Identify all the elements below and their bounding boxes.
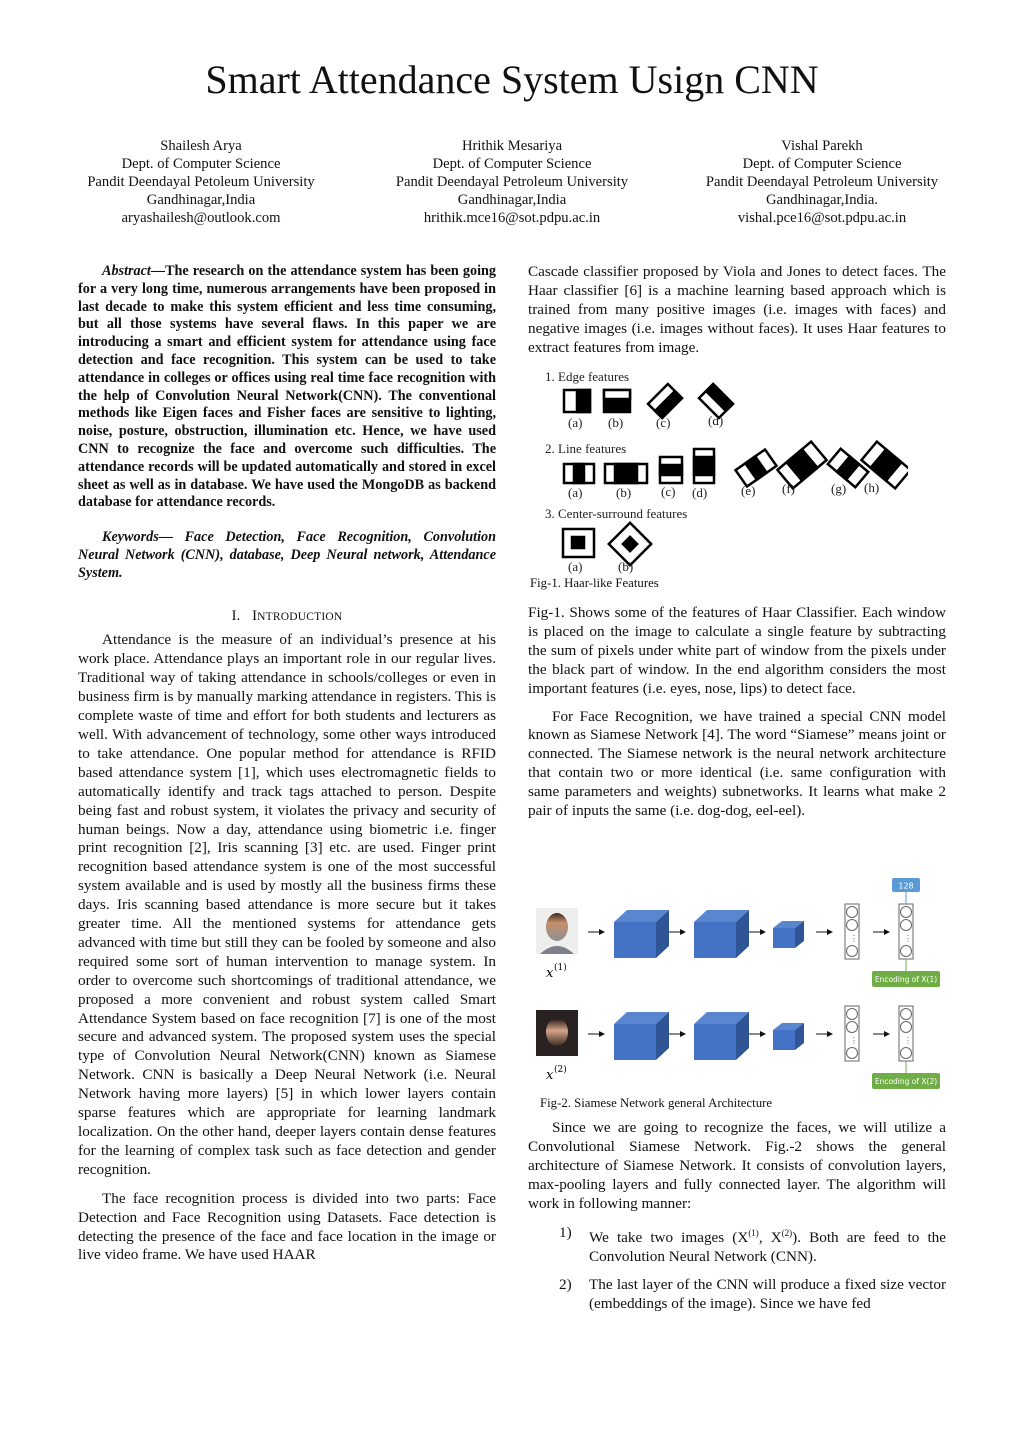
- figure-siamese-network: [532, 870, 952, 1100]
- author-block-2: [362, 137, 662, 227]
- svg-text:⋮: ⋮: [904, 1036, 912, 1045]
- paper-title: Smart Attendance System Usign CNN: [205, 57, 819, 102]
- author-location: Gandhinagar,India: [457, 192, 567, 208]
- conv-layer-cube: [614, 910, 669, 958]
- author-university: Pandit Deendayal Petroleum University: [705, 174, 939, 190]
- group-label-center: 3. Center-surround features: [545, 506, 688, 521]
- edge-label: (d): [708, 413, 724, 428]
- svg-text:⋮: ⋮: [850, 1036, 858, 1045]
- right-column-middle: [528, 604, 946, 821]
- edge-feature-b: [604, 390, 630, 412]
- line-label: (a): [568, 485, 583, 500]
- line-feature-d: [694, 449, 714, 483]
- input-2-superscript: (2): [554, 1065, 567, 1075]
- pooling-layer-cube: [773, 921, 804, 948]
- siamese-network-diagram: [532, 870, 952, 1100]
- intro-paragraph-2: The face recognition process is divided into two parts: Face Detection and Face Recognition using Datasets. Face detection is detecting the presence of the face and face location in the image or live video frame. We have used HAAR: [78, 1189, 496, 1264]
- line-feature-c: [660, 457, 682, 483]
- list-text: , X: [758, 1228, 782, 1246]
- edge-label: (a): [568, 415, 583, 430]
- encoding-1-label: Encoding of X(1): [874, 975, 938, 984]
- edge-feature-a: [564, 390, 590, 412]
- group-label-line: 2. Line features: [545, 441, 627, 456]
- embedding-size-label: 128: [898, 881, 914, 891]
- line-feature-e: [736, 449, 777, 486]
- list-text: ). Both are feed to the Convolution Neural Network (CNN).: [589, 1228, 947, 1265]
- list-text: We take two images (X: [589, 1228, 749, 1246]
- pooling-layer-cube: [773, 1023, 804, 1050]
- haar-explanation-paragraph: Fig-1. Shows some of the features of Haar Classifier. Each window is placed on the image to calculate a single feature by subtracting the sum of pixels under white part of window from the pixels under the black part of window. In the end algorithm considers the most important features (i.e. eyes, nose, lips) to detect face.: [528, 604, 946, 697]
- author-location: Gandhinagar,India.: [765, 192, 879, 208]
- author-name: Hrithik Mesariya: [461, 138, 563, 154]
- haar-features-diagram: [528, 364, 908, 574]
- figure-haar-features: [528, 364, 908, 574]
- input-1-label: x: [546, 966, 554, 981]
- author-university: Pandit Deendayal Petroleum University: [395, 174, 629, 190]
- section-title-rest: NTRODUCTION: [257, 610, 343, 623]
- conv-layer-cube: [694, 910, 749, 958]
- list-item: [528, 1224, 946, 1267]
- conv-layer-cube: [614, 1012, 669, 1060]
- line-label: (g): [831, 481, 847, 496]
- edge-feature-c: [648, 384, 682, 418]
- author-dept: Dept. of Computer Science: [432, 156, 592, 172]
- line-label: (f): [782, 481, 795, 496]
- author-dept: Dept. of Computer Science: [742, 156, 902, 172]
- abstract-label: Abstract: [102, 263, 151, 279]
- abstract-text: —The research on the attendance system has been going for a very long time, numerous arrangements have been proposed in last decade to make this system efficient and less time consuming, but all those systems have several flaws. In this paper we are introducing a smart and efficient system for attendance using face detection and face recognition. This system can be used to take attendance in colleges or offices using real time face recognition with the help of Convolution Neural Network(CNN). The conventional methods like Eigen faces and Fisher faces are sensitive to lighting, noise, posture, obstruction, illumination etc. Hence, we have used CNN to recognize the face and overcome such difficulties. The attendance records will be updated automatically and stored in excel sheet as well as in database. We have used the MongoDB as backend database for attendance records.: [78, 263, 496, 511]
- list-text: The last layer of the CNN will produce a fixed size vector (embeddings of the image). Since we have fed: [589, 1276, 946, 1313]
- line-feature-a: [564, 464, 594, 483]
- embedding-layer-column: [899, 904, 913, 959]
- section-number: I.: [231, 607, 241, 624]
- group-label-edge: 1. Edge features: [545, 369, 630, 384]
- encoding-badge-1: [872, 971, 940, 987]
- network-row-2: [536, 1006, 940, 1089]
- section-title-initial: I: [252, 607, 258, 624]
- keywords-text: — Face Detection, Face Recognition, Convolution Neural Network (CNN), database, Deep Neural network, Attendance System.: [78, 529, 496, 581]
- fc-layer-column: [845, 904, 859, 959]
- encoding-2-label: Encoding of X(2): [874, 1077, 938, 1086]
- right-column-top: [528, 263, 946, 358]
- author-location: Gandhinagar,India: [146, 192, 256, 208]
- author-email: aryashailesh@outlook.com: [121, 210, 281, 226]
- figure-2-caption: Fig-2. Siamese Network general Architecture: [540, 1096, 773, 1110]
- section-heading-introduction: [78, 607, 496, 627]
- left-column: [78, 263, 496, 1265]
- list-number: 2): [559, 1276, 572, 1294]
- keywords: [78, 529, 496, 582]
- network-row-1: [536, 878, 940, 987]
- face-image-2: [536, 1010, 578, 1056]
- abstract: [78, 263, 496, 512]
- edge-labels: [568, 413, 723, 430]
- edge-label: (c): [656, 415, 671, 430]
- input-2-label: x: [546, 1068, 554, 1083]
- list-number: 1): [559, 1223, 572, 1241]
- encoding-badge-2: [872, 1073, 940, 1089]
- fc-layer-column: [845, 1006, 859, 1061]
- center-label: (a): [568, 559, 583, 574]
- intro-paragraph-1: Attendance is the measure of an individual’s presence at his work place. Attendance plays an important role in our regular lives. Traditional way of taking attendance in schools/colleges or even in business firm is by manually marking attendance in registers. This is complete waste of time and effort for both students and lecturers as well. With advancement of technology, some other ways introduced to take attendance. One popular method for attendance is RFID based attendance system [1], which uses electromagnetic fields to automatically identify and track tags attached to person. Despite being fast and robust system, it violates the privacy and security of human beings. Now a day, attendance using biometric i.e. finger print recognition [2], Iris scanning [3] etc. are used. Finger print recognition based attendance system is one of the most successful system available and is used by mostly all the business firms these days. Iris scanning based attendance is more secure but it takes greater time. All the mentioned systems for attendance gets advanced with time but still they can be fooled by someone and also required some sort of human intervention to manage system. In order to overcome such shortcomings of traditional attendance, we proposed a more convenient and robust system called Smart Attendance System based on face recognition [7] is one of the most secure and advanced system. The proposed system uses the special type of Convolution Neural Network(CNN) known as Siamese Network. CNN is basically a Deep Neural Network (i.e. Neural Network having more layers) [5] in which lower layers contain sparse features which are appropriate for learning landmark localization. On the other hand, deeper layers contain dense features for the learning of complex task such as face detection and gender recognition.: [78, 631, 496, 1178]
- siamese-intro-paragraph: For Face Recognition, we have trained a special CNN model known as Siamese Network [4]. The word “Siamese” means joint or connected. The Siamese network is the neural network architecture that contain two or more identical (i.e. same configuration with same parameters and weights) subnetworks. It learns what make 2 pair of inputs the same (i.e. dog-dog, eel-eel).: [528, 707, 946, 820]
- line-feature-b: [605, 464, 647, 483]
- svg-text:⋮: ⋮: [850, 934, 858, 943]
- list-item: [528, 1276, 946, 1314]
- line-label: (b): [616, 485, 632, 500]
- author-block-3: [672, 137, 972, 227]
- line-label: (c): [661, 484, 676, 499]
- edge-label: (b): [608, 415, 624, 430]
- conv-layer-cube: [694, 1012, 749, 1060]
- figure-1-caption: Fig-1. Haar-like Features: [530, 576, 659, 590]
- list-superscript: (1): [748, 1227, 759, 1238]
- list-superscript: (2): [781, 1227, 793, 1238]
- author-name: Vishal Parekh: [781, 138, 863, 154]
- line-label: (e): [741, 483, 756, 498]
- line-label: (d): [692, 485, 708, 500]
- face-image-1: [536, 908, 578, 954]
- center-feature-a: [563, 529, 594, 557]
- svg-text:⋮: ⋮: [904, 934, 912, 943]
- siamese-architecture-paragraph: Since we are going to recognize the faces, we will utilize a Convolutional Siamese Network. Fig.-2 shows the general architecture of Siamese Network. It consists of convolution layers, max-pooling layers and fully connected layer. The algorithm will work in following manner:: [528, 1119, 946, 1212]
- author-email: hrithik.mce16@sot.pdpu.ac.in: [423, 210, 601, 226]
- author-university: Pandit Deendayal Petoleum University: [87, 174, 315, 190]
- line-label: (h): [864, 480, 880, 495]
- embedding-size-badge: [892, 878, 920, 904]
- author-block-1: [51, 137, 351, 227]
- author-dept: Dept. of Computer Science: [121, 156, 281, 172]
- author-name: Shailesh Arya: [160, 138, 242, 154]
- input-1-superscript: (1): [554, 963, 567, 973]
- author-email: vishal.pce16@sot.pdpu.ac.in: [737, 210, 907, 226]
- center-label: (b): [618, 559, 634, 574]
- keywords-label: Keywords: [102, 529, 159, 546]
- right-column-bottom: [528, 1119, 946, 1314]
- haar-paragraph: Cascade classifier proposed by Viola and Jones to detect faces. The Haar classifier [6] is a machine learning based approach which is trained from many positive images (i.e. images with faces) and negative images (i.e. images without faces). It uses Haar features to extract features from image.: [528, 263, 946, 356]
- embedding-layer-column: [899, 1006, 913, 1061]
